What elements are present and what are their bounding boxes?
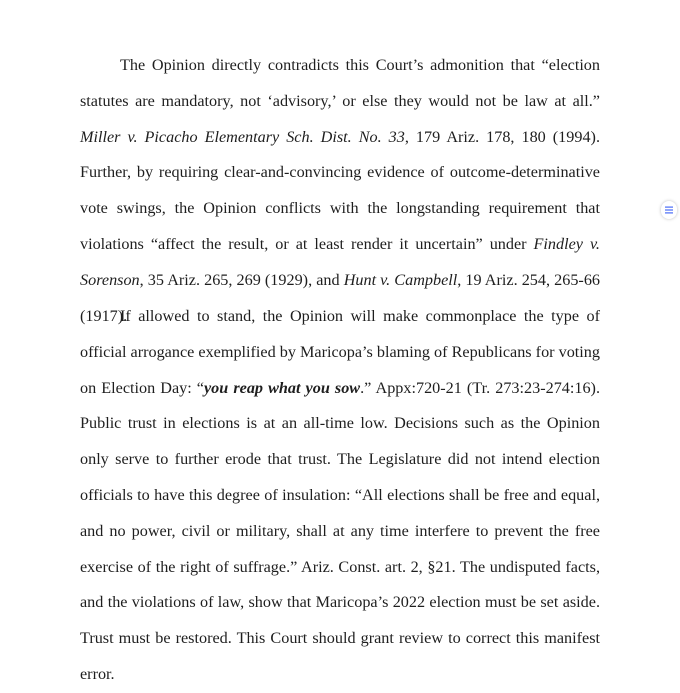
- paragraph-1-text-1: The Opinion directly contradicts this Court’s admonition that “election statutes are mandatory, not ‘advisory,’ or else they would not be law at all.”: [80, 56, 600, 110]
- case-citation-hunt: Hunt v. Campbell: [343, 270, 458, 289]
- paragraph-2-text-1: If allowed to stand, the Opinion will make commonplace the type of official arrogance exemplified by Maricopa’s blaming of Republicans for voting on Election Day: “: [80, 307, 600, 397]
- paragraph-1-text-4: , 19 Ariz. 254, 265-66 (1917).: [80, 270, 601, 325]
- emphasized-quote: you reap what you sow: [204, 378, 361, 397]
- paragraph-opinion-contradiction: [80, 48, 600, 334]
- list-icon: [665, 206, 673, 214]
- paragraph-public-trust: [80, 299, 600, 693]
- paragraph-2-text-2: .” Appx:720-21 (Tr. 273:23-274:16). Public trust in elections is at an all-time low. Decisions such as the Opinion only serve to further erode that trust. The Legislature did not intend election officials to have this degree of insulation: “All elections shall be free and equal, and no power, civil or military, shall at any time interfere to prevent the free exercise of the right of suffrage.” Ariz. Const. art. 2, §21. The undisputed facts, and the violations of law, show that Maricopa’s 2022 election must be set aside. Trust must be restored. This Court should grant review to correct this manifest error.: [80, 378, 600, 683]
- side-panel-button[interactable]: [661, 201, 677, 219]
- case-citation-findley: Findley v. Sorenson: [80, 234, 600, 289]
- paragraph-1-text-3: , 35 Ariz. 265, 269 (1929), and: [139, 270, 344, 289]
- case-citation-miller: Miller v. Picacho Elementary Sch. Dist. No. 33: [80, 127, 405, 146]
- paragraph-1-text-2: , 179 Ariz. 178, 180 (1994). Further, by requiring clear-and-convincing evidence of outcome-determinative vote swings, the Opinion conflicts with the longstanding requirement that violations “affect the result, or at least render it uncertain” under: [80, 127, 600, 253]
